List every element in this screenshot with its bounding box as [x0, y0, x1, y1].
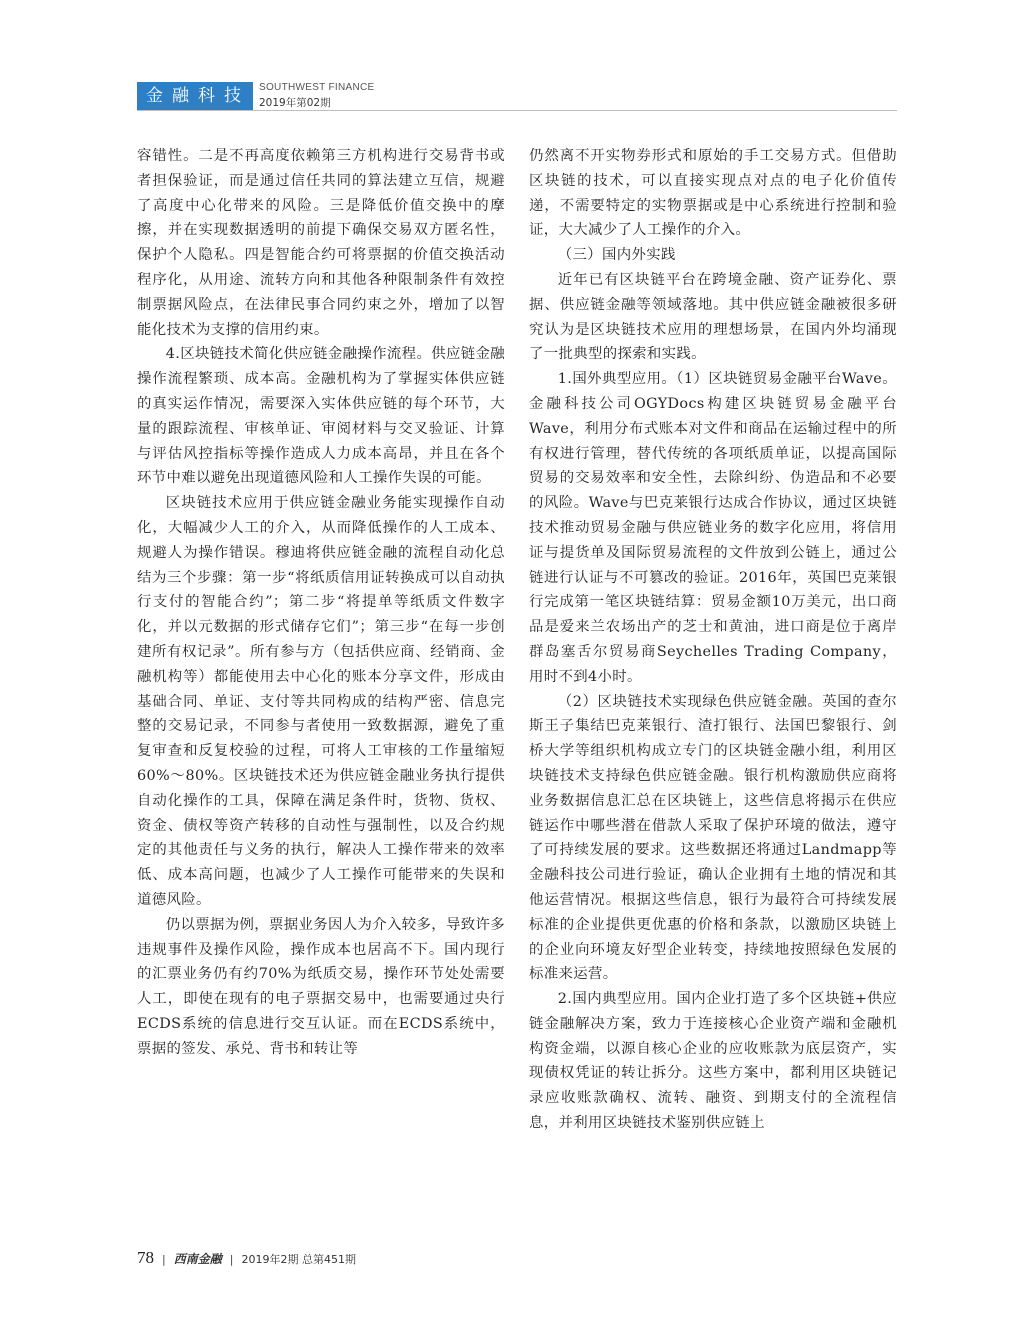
- paragraph: 仍然离不开实物券形式和原始的手工交易方式。但借助区块链的技术，可以直接实现点对点的电子化价值传递，不需要特定的实物票据或是中心系统进行控制和验证，大大减少了人工操作的介入。: [529, 148, 897, 239]
- journal-logo: 西南金融: [173, 1252, 222, 1266]
- journal-english-name: SOUTHWEST FINANCE: [259, 82, 375, 93]
- paragraph: 容错性。二是不再高度依赖第三方机构进行交易背书或者担保验证，而是通过信任共同的算法建立互信，规避了高度中心化带来的风险。三是降低价值交换中的摩擦，并在实现数据透明的前提下确保交易双方匿名性，保护个人隐私。四是智能合约可将票据的价值交换活动程序化，从用途、流转方向和其他各种限制条件有效控制票据风险点，在法律民事合同约束之外，增加了以智能化技术为支撑的信用约束。: [137, 148, 505, 338]
- right-column: [529, 144, 897, 1136]
- paragraph: 1.国外典型应用。（1）区块链贸易金融平台Wave。金融科技公司OGYDocs构建区块链贸易金融平台Wave，利用分布式账本对文件和商品在运输过程中的所有权进行管理，替代传统的各项纸质单证，以提高国际贸易的交易效率和安全性，去除纠纷、伪造品和不必要的风险。Wave与巴克莱银行达成合作协议，通过区块链技术推动贸易金融与供应链业务的数字化应用，将信用证与提货单及国际贸易流程的文件放到公链上，通过公链进行认证与不可篡改的验证。2016年，英国巴克莱银行完成第一笔区块链结算：贸易金额10万美元，出口商品是爱来兰农场出产的芝士和黄油，进口商是位于离岸群岛塞舌尔贸易商Seychelles Trading Company，用时不到4小时。: [529, 371, 897, 685]
- footer-issue: 2019年2期 总第451期: [241, 1253, 356, 1266]
- paragraph: 仍以票据为例，票据业务因人为介入较多，导致许多违规事件及操作风险，操作成本也居高不下。国内现行的汇票业务仍有约70%为纸质交易，操作环节处处需要人工，即使在现有的电子票据交易中，也需要通过央行ECDS系统的信息进行交互认证。而在ECDS系统中，票据的签发、承兑、背书和转让等: [137, 916, 505, 1057]
- page-footer: [137, 1248, 356, 1272]
- paragraph: （2）区块链技术实现绿色供应链金融。英国的查尔斯王子集结巴克莱银行、渣打银行、法国巴黎银行、剑桥大学等组织机构成立专门的区块链金融小组，利用区块链技术支持绿色供应链金融。银行机构激励供应商将业务数据信息汇总在区块链上，这些信息将揭示在供应链运作中哪些潜在借款人采取了保护环境的做法，遵守了可持续发展的要求。这些数据还将通过Landmapp等金融科技公司进行验证，确认企业拥有土地的情况和其他运营情况。根据这些信息，银行为最符合可持续发展标准的企业提供更优惠的价格和条款，以激励区块链上的企业向环境友好型企业转变，持续地按照绿色发展的标准来运营。: [529, 693, 897, 983]
- left-column: [137, 144, 505, 1061]
- paragraph: 近年已有区块链平台在跨境金融、资产证券化、票据、供应链金融等领域落地。其中供应链金融被很多研究认为是区块链技术应用的理想场景，在国内外均涌现了一批典型的探索和实践。: [529, 271, 897, 363]
- page-header: [137, 82, 897, 110]
- paragraph: 2.国内典型应用。国内企业打造了多个区块链+供应链金融解决方案，致力于连接核心企业资产端和金融机构资金端，以源自核心企业的应收账款为底层资产，实现债权凭证的转让拆分。这些方案中，都利用区块链记录应收账款确权、流转、融资、到期支付的全流程信息，并利用区块链技术鉴别供应链上: [529, 991, 897, 1132]
- header-divider: [137, 110, 897, 111]
- footer-separator: |: [229, 1253, 234, 1266]
- section-badge: 金融科技: [137, 82, 253, 110]
- paragraph: 区块链技术应用于供应链金融业务能实现操作自动化，大幅减少人工的介入，从而降低操作的人工成本、规避人为操作错误。穆迪将供应链金融的流程自动化总结为三个步骤：第一步“将纸质信用证转换成可以自动执行支付的智能合约”；第二步“将提单等纸质文件数字化，并以元数据的形式储存它们”；第三步“在每一步创建所有权记录”。所有参与方（包括供应商、经销商、金融机构等）都能使用去中心化的账本分享文件，形成由基础合同、单证、支付等共同构成的结构严密、信息完整的交易记录，不同参与者使用一致数据源，避免了重复审查和反复校验的过程，可将人工审核的工作量缩短60%～80%。区块链技术还为供应链金融业务执行提供自动化操作的工具，保障在满足条件时，货物、货权、资金、债权等资产转移的自动性与强制性，以及合约规定的其他责任与义务的执行，解决人工操作带来的效率低、成本高问题，也减少了人工操作可能带来的失误和道德风险。: [137, 495, 505, 908]
- paragraph: 4.区块链技术简化供应链金融操作流程。供应链金融操作流程繁琐、成本高。金融机构为了掌握实体供应链的真实运作情况，需要深入实体供应链的每个环节，大量的跟踪流程、审核单证、审阅材料与交叉验证、计算与评估风控指标等操作造成人力成本高昂，并且在各个环节中难以避免出现道德风险和人工操作失误的可能。: [137, 346, 505, 487]
- page-number: 78: [137, 1248, 154, 1267]
- section-heading: （三）国内外实践: [557, 247, 676, 264]
- footer-separator: |: [162, 1253, 166, 1266]
- header-issue: 2019年第02期: [259, 97, 331, 109]
